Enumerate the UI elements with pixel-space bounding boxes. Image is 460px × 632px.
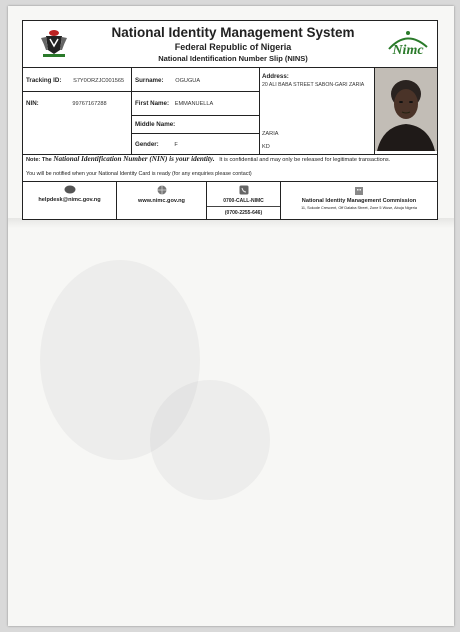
nin-value: 99767167288 [72,101,107,107]
footer-phone-secondary: (0700-2255-646) [224,210,263,216]
slip-title: National Identification Number Slip (NINS) [158,54,308,63]
address-field [262,73,374,88]
address-state: KD [262,144,270,150]
svg-text:Nimc: Nimc [392,43,424,58]
tracking-id-field [26,77,124,84]
gender-label: Gender: [135,141,159,148]
tracking-id-label: Tracking ID: [26,77,62,84]
first-name-label: First Name: [135,100,170,107]
surname-value: OGUGUA [175,78,201,84]
footer-email[interactable]: helpdesk@nimc.gov.ng [38,197,101,203]
slip-header [23,21,437,68]
footer-phone-cell [207,181,281,219]
grid-line [131,68,132,155]
notify-text: You will be notified when your National Identity Card is ready (for any enquiries please contact) [26,171,252,177]
address-line: 20 ALI BABA STREET SABON-GARI ZARIA [262,82,365,88]
grid-line [131,115,259,116]
footer-phone-primary[interactable]: 0700-CALL-NIMC [223,198,264,204]
footer-org-name: National Identity Management Commission [301,198,417,204]
gender-value: F [174,142,178,148]
first-name-value: EMMANUELLA [174,101,214,107]
nin-label: NIN: [26,100,39,107]
grid-line [207,206,280,207]
first-name-field [135,100,213,107]
tracking-id-value: S7Y0ORZJC001565 [73,78,125,84]
surname-label: Surname: [135,77,164,84]
nin-field [26,100,107,107]
middle-name-field [135,121,175,128]
globe-icon [157,185,167,195]
address-label: Address: [262,73,289,80]
nin-slip [22,20,438,220]
grid-line [23,91,259,92]
gender-field [135,141,178,148]
footer-website[interactable]: www.nimc.gov.ng [138,198,185,204]
country-subtitle: Federal Republic of Nigeria [174,42,292,52]
system-title: National Identity Management System [111,25,355,40]
grid-line [131,133,259,134]
address-city: ZARIA [262,131,279,137]
grid-line [259,68,260,155]
portrait-icon [375,68,437,151]
passport-photo [375,68,437,151]
identity-note [26,155,390,163]
scan-smudge [150,380,270,500]
middle-name-label: Middle Name: [135,121,176,128]
note-prefix: Note: The [26,157,52,163]
building-icon [354,185,364,195]
note-emphasis: National Identification Number (NIN) is your identity. [53,155,215,163]
footer-org-cell [281,181,437,219]
footer-website-cell [117,181,207,219]
surname-field [135,77,200,84]
phone-icon [239,185,249,195]
email-icon [64,185,76,194]
coat-of-arms-icon [37,26,71,60]
nimc-logo-icon [385,27,431,61]
footer-email-cell [23,181,117,219]
note-rest: It is confidential and may only be released for legitimate transactions. [219,157,391,163]
footer-org-address: 11, Sokode Crescent, Off Dalaba Street, Zone 5 Wuse, Abuja Nigeria [301,206,417,210]
